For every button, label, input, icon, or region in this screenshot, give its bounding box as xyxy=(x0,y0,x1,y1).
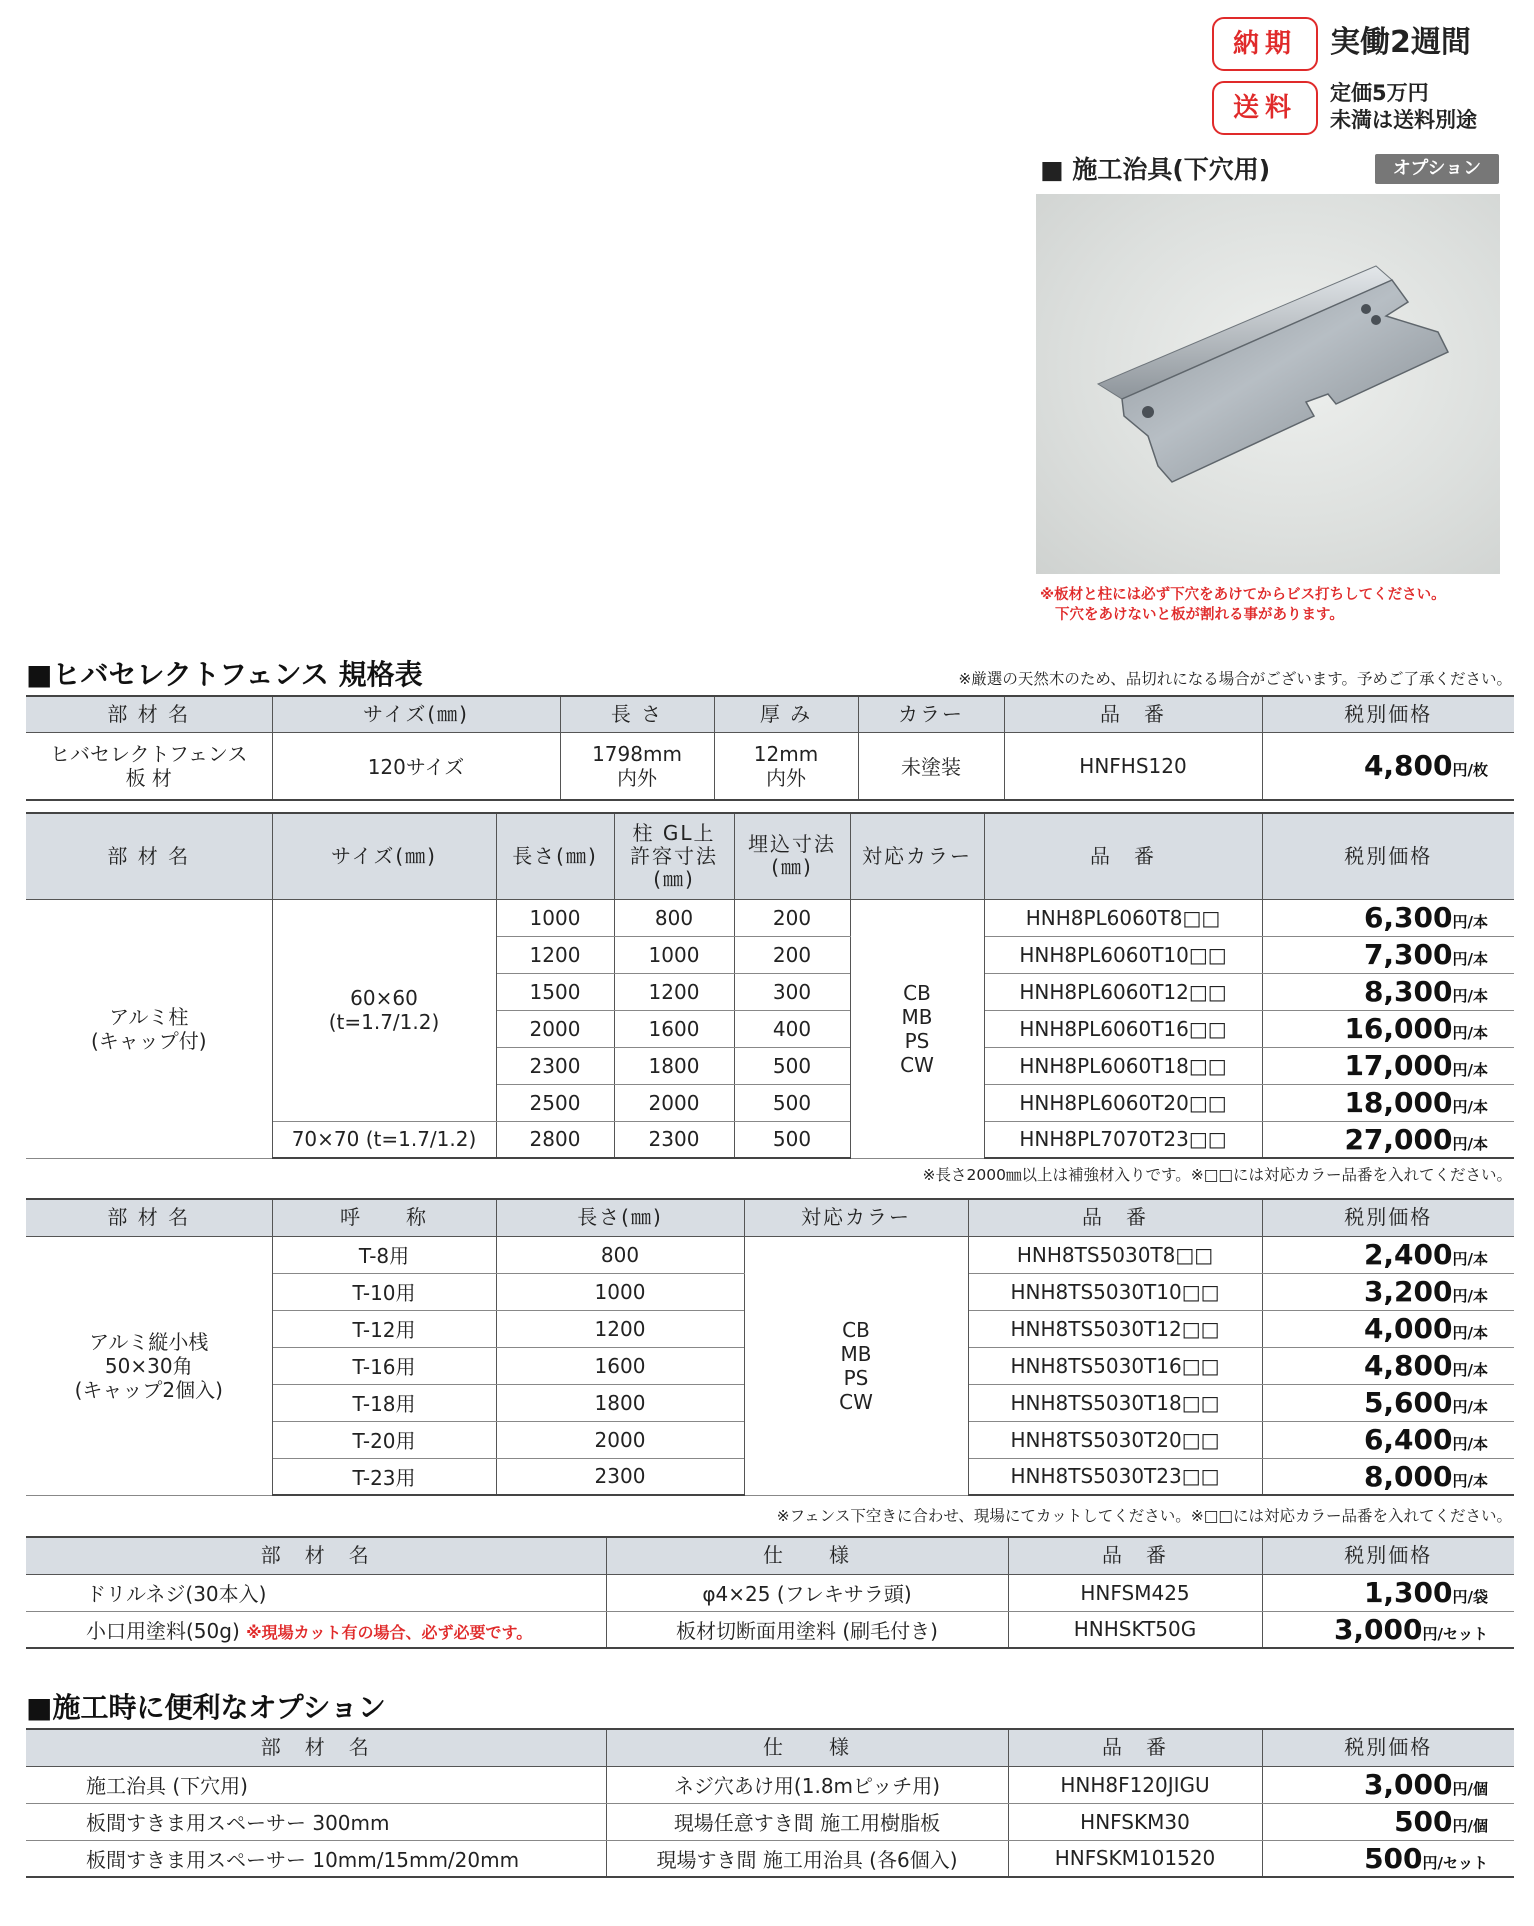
col-header: 対応カラー xyxy=(850,813,984,899)
price-unit: 円/個 xyxy=(1452,1780,1488,1798)
price-value: 16,000 xyxy=(1344,1012,1453,1045)
price-unit: 円/本 xyxy=(1452,1361,1488,1379)
gl-header-line1: 柱 GL上 xyxy=(632,820,716,845)
price-unit: 円/本 xyxy=(1452,950,1488,968)
price-value: 6,300 xyxy=(1363,901,1453,934)
option-spec: 現場任意すき間 施工用樹脂板 xyxy=(606,1803,1008,1840)
slat-length: 1200 xyxy=(496,1310,744,1347)
slat-code: HNH8TS5030T12□□ xyxy=(968,1310,1262,1347)
table-header-row xyxy=(26,696,1514,732)
post-name-cell xyxy=(26,899,272,1158)
board-thickness-line1: 12mm xyxy=(753,741,819,766)
slat-length: 1600 xyxy=(496,1347,744,1384)
accessory-name xyxy=(26,1574,606,1611)
price-value: 7,300 xyxy=(1363,938,1453,971)
option-name: 板間すきま用スペーサー 300mm xyxy=(26,1803,606,1840)
post-size-line2: (t=1.7/1.2) xyxy=(328,1010,440,1034)
board-price-cell xyxy=(1262,732,1514,800)
slat-call: T-12用 xyxy=(272,1310,496,1347)
price-value: 4,800 xyxy=(1363,749,1453,783)
col-header: 部 材 名 xyxy=(26,813,272,899)
table-header-row xyxy=(26,1199,1514,1236)
table-row xyxy=(26,1766,1514,1803)
slat-code: HNH8TS5030T16□□ xyxy=(968,1347,1262,1384)
price-value: 17,000 xyxy=(1344,1049,1453,1082)
table-header-row xyxy=(26,1729,1514,1766)
price-unit: 円/本 xyxy=(1452,1471,1488,1490)
slat-call: T-23用 xyxy=(272,1458,496,1495)
spec-title: ■ヒバセレクトフェンス 規格表 xyxy=(26,658,423,691)
col-header: 長さ(㎜) xyxy=(496,1199,744,1236)
board-length-cell xyxy=(560,732,714,800)
price-unit: 円/本 xyxy=(1452,1134,1488,1153)
slat-call: T-18用 xyxy=(272,1384,496,1421)
col-header: 品 番 xyxy=(984,813,1262,899)
col-header: 品 番 xyxy=(968,1199,1262,1236)
price-value: 500 xyxy=(1394,1805,1453,1838)
price-unit: 円/個 xyxy=(1452,1817,1488,1835)
post-length: 2800 xyxy=(496,1121,614,1158)
table-row xyxy=(26,1803,1514,1840)
slat-price xyxy=(1262,1458,1514,1495)
slat-call: T-8用 xyxy=(272,1236,496,1273)
board-color-cell: 未塗装 xyxy=(858,732,1004,800)
col-header: 呼 称 xyxy=(272,1199,496,1236)
post-embed: 400 xyxy=(734,1010,850,1047)
price-unit: 円/本 xyxy=(1452,1435,1488,1453)
post-size-cell xyxy=(272,899,496,1121)
table-row xyxy=(26,732,1514,800)
slat-name-line3: (キャップ2個入) xyxy=(74,1377,223,1402)
slat-code: HNH8TS5030T20□□ xyxy=(968,1421,1262,1458)
price-value: 4,800 xyxy=(1363,1349,1453,1382)
slat-length: 2300 xyxy=(496,1458,744,1495)
table-row xyxy=(26,1840,1514,1877)
post-table-note: ※長さ2000㎜以上は補強材入りです。※□□には対応カラー品番を入れてください。 xyxy=(922,1166,1512,1184)
price-value: 27,000 xyxy=(1344,1122,1453,1156)
option-spec: ネジ穴あけ用(1.8mピッチ用) xyxy=(606,1766,1008,1803)
option-spec: 現場すき間 施工用治具 (各6個入) xyxy=(606,1840,1008,1877)
slat-length: 1000 xyxy=(496,1273,744,1310)
price-value: 2,400 xyxy=(1363,1238,1453,1271)
col-header: 厚 み xyxy=(714,696,858,732)
post-price xyxy=(1262,899,1514,936)
color-cw: CW xyxy=(839,1389,873,1414)
option-code: HNFSKM101520 xyxy=(1008,1840,1262,1877)
post-price xyxy=(1262,1047,1514,1084)
post-name-line1: アルミ柱 xyxy=(109,1004,189,1029)
spec-note: ※厳選の天然木のため、品切れになる場合がございます。予めご了承ください。 xyxy=(958,670,1512,688)
board-length-line1: 1798mm xyxy=(592,741,682,766)
col-header: 品 番 xyxy=(1008,1537,1262,1574)
post-gl: 800 xyxy=(614,899,734,936)
post-length: 2300 xyxy=(496,1047,614,1084)
slat-code: HNH8TS5030T8□□ xyxy=(968,1236,1262,1273)
slat-price xyxy=(1262,1310,1514,1347)
price-value: 8,000 xyxy=(1363,1459,1453,1493)
accessory-price xyxy=(1262,1611,1514,1648)
price-unit: 円/本 xyxy=(1452,1061,1488,1079)
col-header: 対応カラー xyxy=(744,1199,968,1236)
option-name: 施工治具 (下穴用) xyxy=(26,1766,606,1803)
color-cw: CW xyxy=(900,1052,934,1077)
post-price xyxy=(1262,1010,1514,1047)
col-header: 品 番 xyxy=(1004,696,1262,732)
tool-note-line2: 下穴をあけないと板が割れる事があります。 xyxy=(1055,607,1344,623)
col-header: 税別価格 xyxy=(1262,813,1514,899)
slat-table-note: ※フェンス下空きに合わせ、現場にてカットしてください。※□□には対応カラー品番を入れてください。 xyxy=(776,1507,1512,1525)
price-unit: 円/枚 xyxy=(1452,761,1488,780)
post-table xyxy=(26,812,1514,1159)
price-value: 3,000 xyxy=(1363,1768,1453,1801)
slat-price xyxy=(1262,1384,1514,1421)
post-length: 2500 xyxy=(496,1084,614,1121)
accessory-spec: 板材切断面用塗料 (刷毛付き) xyxy=(606,1611,1008,1648)
price-unit: 円/本 xyxy=(1452,1098,1488,1116)
board-thickness-line2: 内外 xyxy=(766,765,806,790)
option-price xyxy=(1262,1766,1514,1803)
post-size-line1: 60×60 xyxy=(350,986,418,1010)
post-length: 1500 xyxy=(496,973,614,1010)
price-value: 8,300 xyxy=(1363,975,1453,1008)
col-header: 部 材 名 xyxy=(26,696,272,732)
slat-call: T-20用 xyxy=(272,1421,496,1458)
table-row xyxy=(26,899,1514,936)
option-code: HNFSKM30 xyxy=(1008,1803,1262,1840)
slat-code: HNH8TS5030T23□□ xyxy=(968,1458,1262,1495)
table-header-row xyxy=(26,813,1514,899)
option-price xyxy=(1262,1840,1514,1877)
post-price xyxy=(1262,936,1514,973)
post-gl: 2300 xyxy=(614,1121,734,1158)
accessory-name-text: ドリルネジ(30本入) xyxy=(86,1582,267,1606)
price-unit: 円/袋 xyxy=(1452,1588,1488,1606)
col-header xyxy=(614,813,734,899)
price-value: 3,200 xyxy=(1363,1275,1453,1308)
post-embed: 500 xyxy=(734,1121,850,1158)
price-unit: 円/本 xyxy=(1452,1250,1488,1268)
price-unit: 円/本 xyxy=(1452,913,1488,931)
slat-price xyxy=(1262,1273,1514,1310)
accessory-name-text: 小口用塗料(50g) xyxy=(86,1618,240,1643)
accessory-spec: φ4×25 (フレキサラ頭) xyxy=(606,1574,1008,1611)
price-unit: 円/本 xyxy=(1452,1287,1488,1305)
table-row xyxy=(26,1574,1514,1611)
post-embed: 500 xyxy=(734,1084,850,1121)
post-price xyxy=(1262,973,1514,1010)
slat-length: 800 xyxy=(496,1236,744,1273)
col-header: 部 材 名 xyxy=(26,1537,606,1574)
post-code: HNH8PL6060T16□□ xyxy=(984,1010,1262,1047)
option-price xyxy=(1262,1803,1514,1840)
price-unit: 円/本 xyxy=(1452,1024,1488,1042)
post-embed: 200 xyxy=(734,936,850,973)
embed-header-line1: 埋込寸法 xyxy=(748,832,836,857)
col-header: 長さ(㎜) xyxy=(496,813,614,899)
col-header: 税別価格 xyxy=(1262,1729,1514,1766)
post-code: HNH8PL6060T20□□ xyxy=(984,1084,1262,1121)
post-gl: 1200 xyxy=(614,973,734,1010)
slat-call: T-10用 xyxy=(272,1273,496,1310)
post-code: HNH8PL6060T18□□ xyxy=(984,1047,1262,1084)
col-header: 仕 様 xyxy=(606,1729,1008,1766)
option-code: HNH8F120JIGU xyxy=(1008,1766,1262,1803)
post-gl: 1600 xyxy=(614,1010,734,1047)
price-unit: 円/本 xyxy=(1452,1324,1488,1342)
color-mb: MB xyxy=(901,1004,933,1029)
col-header: 部 材 名 xyxy=(26,1729,606,1766)
price-value: 5,600 xyxy=(1363,1386,1453,1419)
shipping-value-line2: 未満は送料別途 xyxy=(1330,108,1477,132)
embed-header-line2: (㎜) xyxy=(771,855,813,880)
gl-header-line3: (㎜) xyxy=(653,866,695,891)
accessory-table xyxy=(26,1536,1514,1649)
post-code: HNH8PL6060T10□□ xyxy=(984,936,1262,973)
color-cb: CB xyxy=(903,980,931,1005)
col-header: サイズ(㎜) xyxy=(272,696,560,732)
post-colors-cell xyxy=(850,899,984,1158)
post-embed: 300 xyxy=(734,973,850,1010)
option-name: 板間すきま用スペーサー 10mm/15mm/20mm xyxy=(26,1840,606,1877)
post-code: HNH8PL6060T12□□ xyxy=(984,973,1262,1010)
post-size-70: 70×70 (t=1.7/1.2) xyxy=(272,1121,496,1158)
accessory-price xyxy=(1262,1574,1514,1611)
slat-name-line2: 50×30角 xyxy=(104,1353,193,1378)
board-name-cell xyxy=(26,732,272,800)
slat-price xyxy=(1262,1347,1514,1384)
post-code: HNH8PL7070T23□□ xyxy=(984,1121,1262,1158)
col-header: 税別価格 xyxy=(1262,696,1514,732)
table-row xyxy=(26,1611,1514,1648)
col-header: 税別価格 xyxy=(1262,1199,1514,1236)
accessory-name-note: ※現場カット有の場合、必ず必要です。 xyxy=(246,1622,533,1642)
tool-note-line1: ※板材と柱には必ず下穴をあけてからビス打ちしてください。 xyxy=(1040,587,1446,603)
price-value: 6,400 xyxy=(1363,1423,1453,1456)
price-value: 3,000 xyxy=(1333,1612,1423,1646)
price-unit: 円/セット xyxy=(1422,1853,1488,1872)
table-row xyxy=(26,1236,1514,1273)
post-embed: 500 xyxy=(734,1047,850,1084)
post-gl: 1000 xyxy=(614,936,734,973)
slat-call: T-16用 xyxy=(272,1347,496,1384)
price-unit: 円/本 xyxy=(1452,987,1488,1005)
price-value: 4,000 xyxy=(1363,1312,1453,1345)
col-header: 仕 様 xyxy=(606,1537,1008,1574)
col-header: カラー xyxy=(858,696,1004,732)
board-table xyxy=(26,695,1514,801)
col-header: 品 番 xyxy=(1008,1729,1262,1766)
color-ps: PS xyxy=(904,1028,930,1053)
price-unit: 円/本 xyxy=(1452,1398,1488,1416)
tool-title: ■ 施工治具(下穴用) xyxy=(1040,155,1271,184)
color-cb: CB xyxy=(842,1317,870,1342)
options-title: ■施工時に便利なオプション xyxy=(26,1691,386,1724)
slat-colors-cell xyxy=(744,1236,968,1495)
post-code: HNH8PL6060T8□□ xyxy=(984,899,1262,936)
color-ps: PS xyxy=(843,1365,869,1390)
delivery-badge: 納期 xyxy=(1212,17,1318,71)
post-price xyxy=(1262,1084,1514,1121)
col-header: 長 さ xyxy=(560,696,714,732)
col-header: 税別価格 xyxy=(1262,1537,1514,1574)
post-gl: 1800 xyxy=(614,1047,734,1084)
post-gl: 2000 xyxy=(614,1084,734,1121)
jig-plate-illustration xyxy=(1036,194,1500,574)
shipping-value-line1: 定価5万円 xyxy=(1330,81,1429,105)
col-header xyxy=(734,813,850,899)
slat-table xyxy=(26,1198,1514,1496)
shipping-badge: 送料 xyxy=(1212,81,1318,135)
board-name-line2: 板 材 xyxy=(125,765,172,790)
post-length: 2000 xyxy=(496,1010,614,1047)
price-value: 18,000 xyxy=(1344,1086,1453,1119)
post-length: 1200 xyxy=(496,936,614,973)
slat-price xyxy=(1262,1236,1514,1273)
board-size-cell: 120サイズ xyxy=(272,732,560,800)
post-price xyxy=(1262,1121,1514,1158)
tool-photo xyxy=(1036,194,1500,574)
board-name-line1: ヒバセレクトフェンス xyxy=(50,741,248,766)
board-code-cell: HNFHS120 xyxy=(1004,732,1262,800)
post-length: 1000 xyxy=(496,899,614,936)
post-embed: 200 xyxy=(734,899,850,936)
board-length-line2: 内外 xyxy=(617,765,657,790)
slat-length: 2000 xyxy=(496,1421,744,1458)
slat-code: HNH8TS5030T18□□ xyxy=(968,1384,1262,1421)
slat-name-cell xyxy=(26,1236,272,1495)
options-table xyxy=(26,1728,1514,1878)
color-mb: MB xyxy=(840,1341,872,1366)
slat-name-line1: アルミ縦小桟 xyxy=(89,1329,209,1354)
col-header: 部 材 名 xyxy=(26,1199,272,1236)
accessory-name xyxy=(26,1611,606,1648)
slat-code: HNH8TS5030T10□□ xyxy=(968,1273,1262,1310)
accessory-code: HNHSKT50G xyxy=(1008,1611,1262,1648)
delivery-value: 実働2週間 xyxy=(1330,25,1471,60)
option-tag: オプション xyxy=(1375,154,1499,184)
gl-header-line2: 許容寸法 xyxy=(630,843,718,868)
accessory-code: HNFSM425 xyxy=(1008,1574,1262,1611)
table-header-row xyxy=(26,1537,1514,1574)
board-thickness-cell xyxy=(714,732,858,800)
price-value: 1,300 xyxy=(1363,1576,1453,1609)
slat-length: 1800 xyxy=(496,1384,744,1421)
col-header: サイズ(㎜) xyxy=(272,813,496,899)
slat-price xyxy=(1262,1421,1514,1458)
post-name-line2: (キャップ付) xyxy=(90,1028,207,1053)
price-value: 500 xyxy=(1364,1841,1423,1875)
price-unit: 円/セット xyxy=(1422,1624,1488,1643)
